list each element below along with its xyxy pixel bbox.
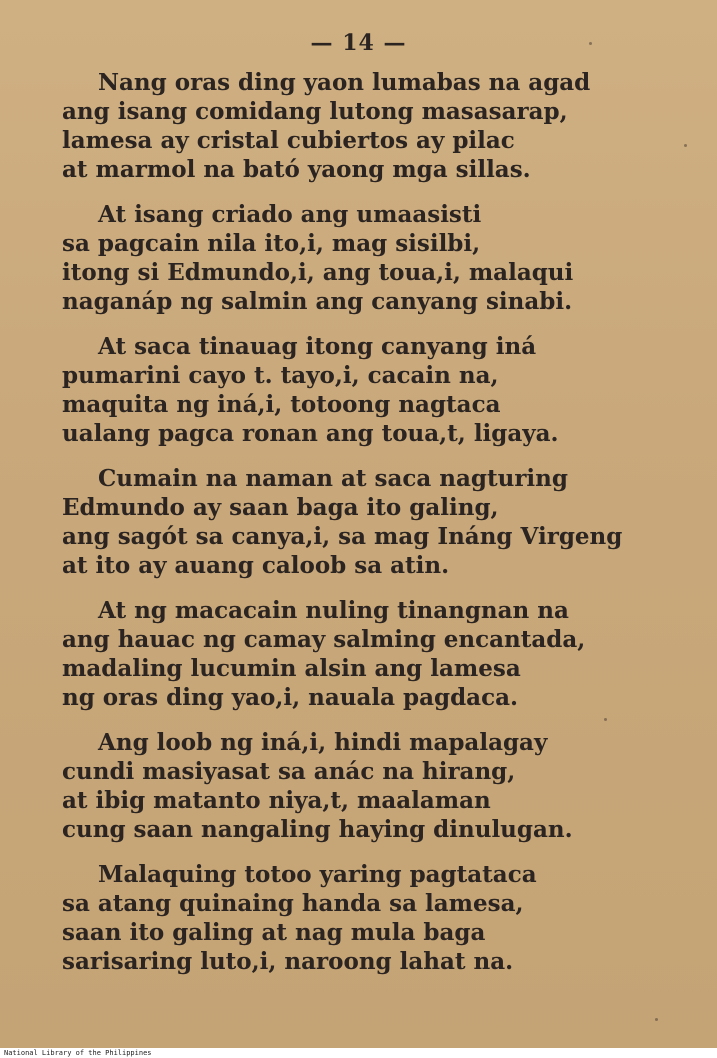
poem-body	[62, 68, 682, 992]
verse-line: Ang loob ng iná,i, hindi mapalagay	[98, 729, 548, 756]
stanza-1	[62, 68, 682, 184]
verse-line: itong si Edmundo,i, ang toua,i, malaqui	[62, 259, 574, 286]
paper-speck	[604, 718, 607, 721]
verse-line: At isang criado ang umaasisti	[98, 201, 482, 228]
paper-speck	[684, 144, 687, 147]
verse-line: at ibig matanto niya,t, maalaman	[62, 787, 491, 814]
library-credit: National Library of the Philippines	[4, 1049, 152, 1057]
stanza-4	[62, 464, 682, 580]
verse-line: pumarini cayo t. tayo,i, cacain na,	[62, 362, 499, 389]
paper-speck	[589, 42, 592, 45]
stanza-7	[62, 860, 682, 976]
stanza-2	[62, 200, 682, 316]
verse-line: cundi masiyasat sa anác na hirang,	[62, 758, 516, 785]
verse-line: sa atang quinaing handa sa lamesa,	[62, 890, 524, 917]
verse-line: Malaquing totoo yaring pagtataca	[98, 861, 537, 888]
verse-line: At ng macacain nuling tinangnan na	[98, 597, 569, 624]
verse-line: saan ito galing at nag mula baga	[62, 919, 486, 946]
verse-line: maquita ng iná,i, totoong nagtaca	[62, 391, 501, 418]
verse-line: ang hauac ng camay salming encantada,	[62, 626, 586, 653]
verse-line: Nang oras ding yaon lumabas na agad	[98, 69, 591, 96]
verse-line: cung saan nangaling haying dinulugan.	[62, 816, 573, 843]
verse-line: ang sagót sa canya,i, sa mag Ináng Virgeng	[62, 523, 623, 550]
verse-line: ualang pagca ronan ang toua,t, ligaya.	[62, 420, 559, 447]
verse-line: ng oras ding yao,i, nauala pagdaca.	[62, 684, 518, 711]
verse-line: Edmundo ay saan baga ito galing,	[62, 494, 499, 521]
verse-line: naganáp ng salmin ang canyang sinabi.	[62, 288, 573, 315]
verse-line: At saca tinauag itong canyang iná	[98, 333, 537, 360]
verse-line: sarisaring luto,i, naroong lahat na.	[62, 948, 514, 975]
stanza-5	[62, 596, 682, 712]
verse-line: Cumain na naman at saca nagturing	[98, 465, 568, 492]
verse-line: lamesa ay cristal cubiertos ay pilac	[62, 127, 515, 154]
stanza-3	[62, 332, 682, 448]
verse-line: sa pagcain nila ito,i, mag sisilbi,	[62, 230, 481, 257]
verse-line: at marmol na bató yaong mga sillas.	[62, 156, 531, 183]
paper-speck	[655, 1018, 658, 1021]
page-number: — 14 —	[310, 30, 407, 56]
verse-line: ang isang comidang lutong masasarap,	[62, 98, 568, 125]
verse-line: at ito ay auang caloob sa atin.	[62, 552, 450, 579]
verse-line: madaling lucumin alsin ang lamesa	[62, 655, 521, 682]
stanza-6	[62, 728, 682, 844]
